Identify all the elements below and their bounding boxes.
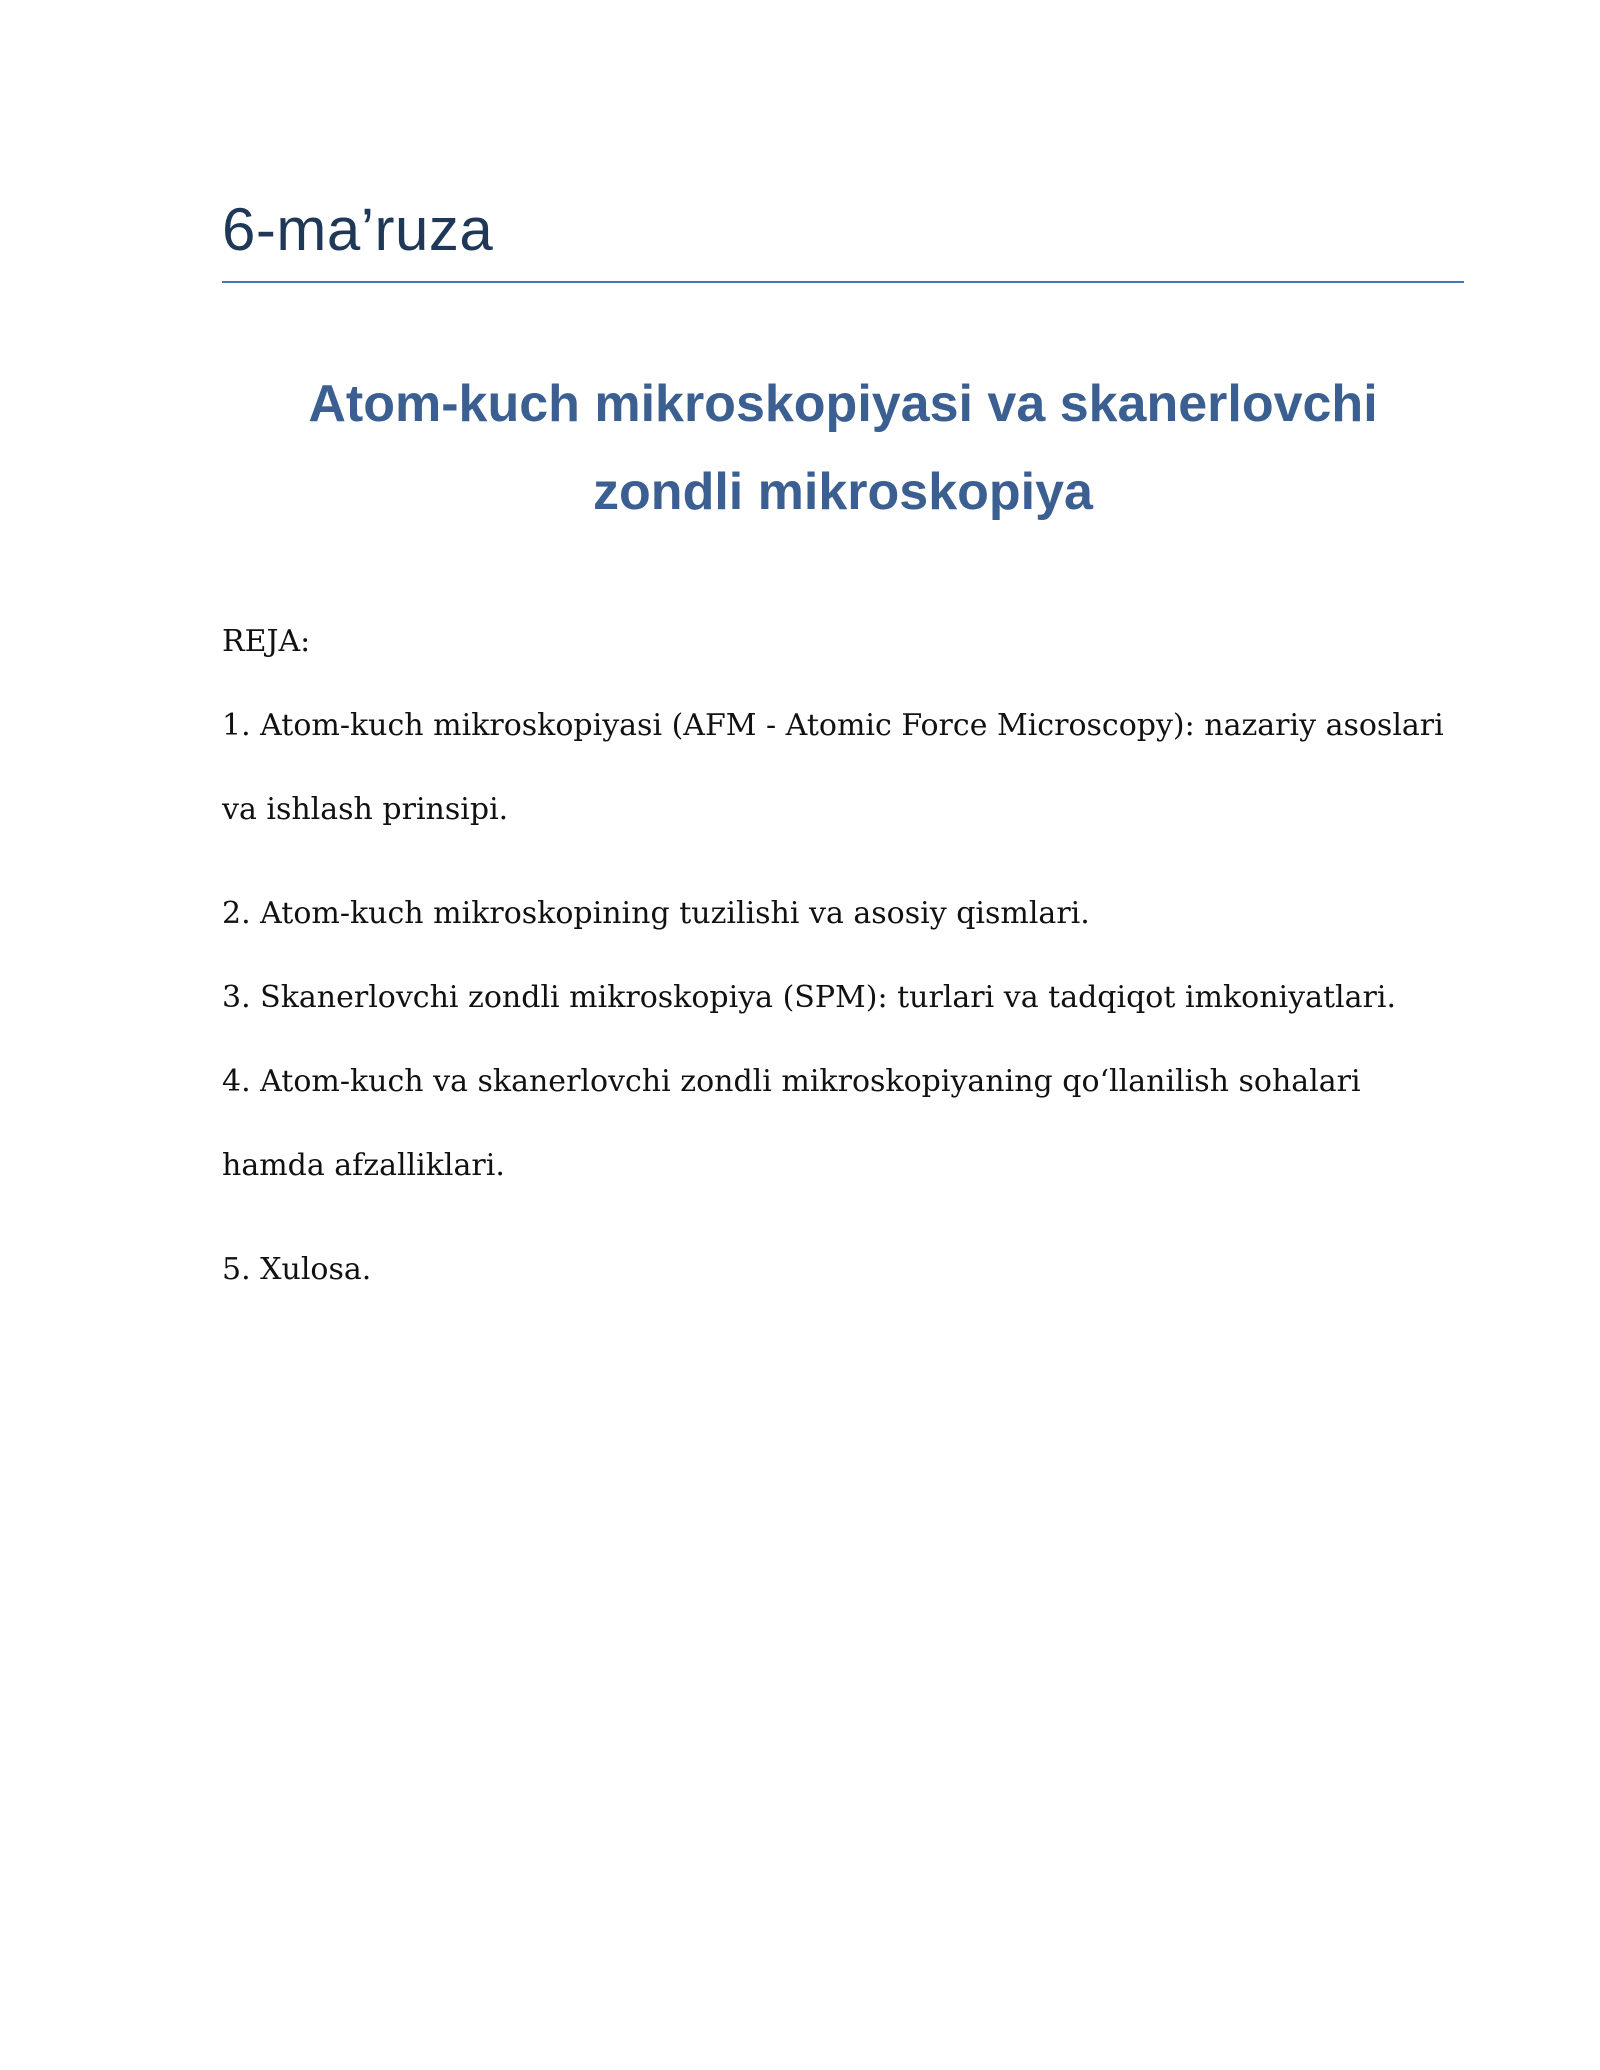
- plan-item-text: 4. Atom-kuch va skanerlovchi zondli mikroskopiyaning qo‘llanilish sohalari: [222, 1064, 1361, 1099]
- plan-list: [222, 694, 1464, 1302]
- header-divider: [222, 281, 1464, 283]
- plan-item: [222, 882, 1464, 946]
- plan-item-text: 1. Atom-kuch mikroskopiyasi (AFM - Atomic Force Microscopy): nazariy asoslari: [222, 708, 1444, 743]
- plan-item: [222, 694, 1464, 862]
- plan-label: REJA:: [222, 624, 311, 659]
- plan-item-text: hamda afzalliklari.: [222, 1148, 505, 1183]
- lecture-header: [222, 190, 1464, 270]
- plan-item: [222, 966, 1464, 1030]
- main-heading-line: Atom-kuch mikroskopiyasi va skanerlovchi: [308, 375, 1378, 433]
- plan-item: [222, 1238, 1464, 1302]
- plan-section: [222, 610, 1464, 1322]
- plan-item-text: 2. Atom-kuch mikroskopining tuzilishi va asosiy qismlari.: [222, 896, 1090, 931]
- plan-item-text: va ishlash prinsipi.: [222, 792, 509, 827]
- main-heading: [222, 360, 1464, 536]
- plan-item-text: 5. Xulosa.: [222, 1252, 372, 1287]
- plan-item-text: 3. Skanerlovchi zondli mikroskopiya (SPM): turlari va tadqiqot imkoniyatlari.: [222, 980, 1396, 1015]
- lecture-title: 6-ma’ruza: [222, 196, 494, 263]
- plan-item: [222, 1050, 1464, 1218]
- main-heading-line: zondli mikroskopiya: [593, 463, 1093, 521]
